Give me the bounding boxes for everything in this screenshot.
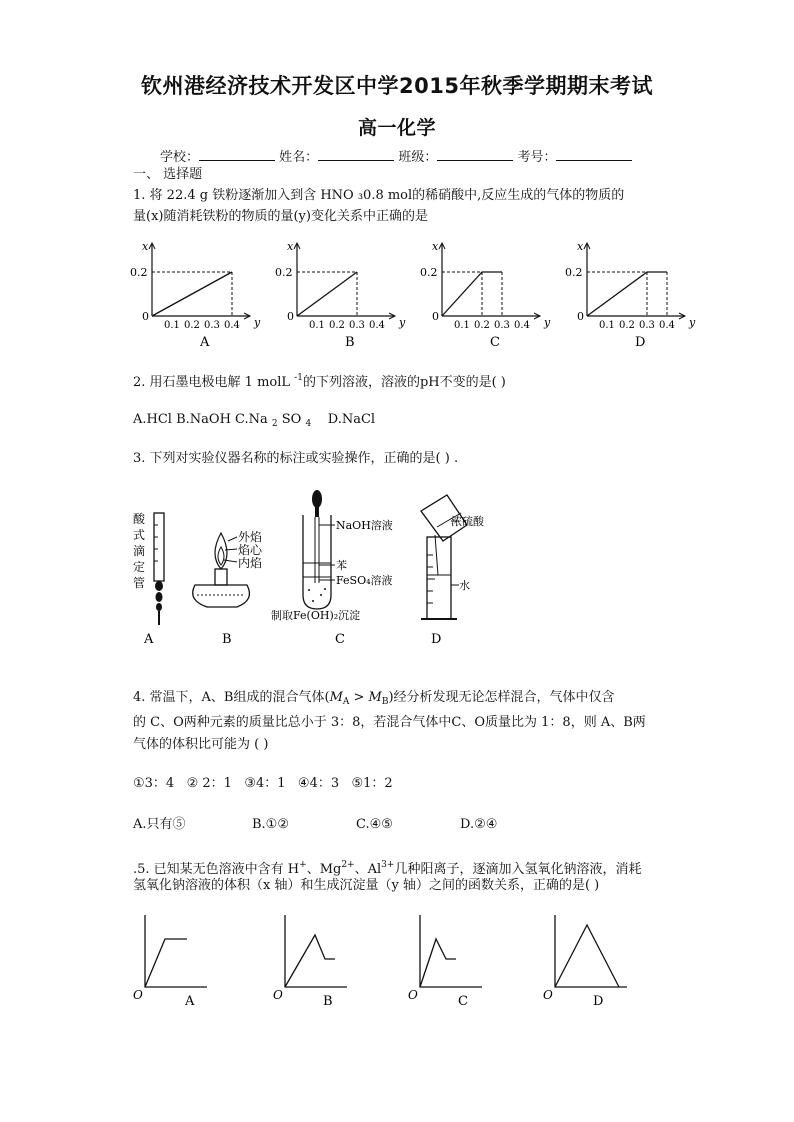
q1-a-ytick: 0.2 — [130, 266, 148, 279]
school-field[interactable] — [199, 146, 275, 161]
q1-c-option-label: C — [490, 335, 500, 350]
q1-b-series-line — [297, 272, 357, 316]
q1-d-xtick: 0.1 — [599, 320, 615, 331]
q1-c-xtick: 0.2 — [474, 320, 490, 331]
q5-label-a: A — [185, 994, 195, 1009]
q1-b-option-label: B — [345, 335, 355, 350]
q4-ma: M — [329, 690, 343, 705]
tube-caption: 制取Fe(OH)₂沉淀 — [271, 609, 361, 622]
section-heading: 一、 选择题 — [133, 167, 203, 182]
lamp-label-core: 焰心 — [238, 543, 263, 557]
q3-label-d: D — [431, 632, 442, 647]
lamp-label-outer: 外焰 — [238, 530, 263, 544]
q5-origin-a: O — [133, 988, 143, 1002]
tube-label-naoh: NaOH溶液 — [336, 519, 393, 532]
id-field[interactable] — [556, 146, 632, 161]
exam-subject: 高一化学 — [357, 117, 436, 139]
q4-option-b: B.①② — [252, 817, 289, 832]
q2-text-a: 2. 用石墨电极电解 1 molL — [133, 375, 295, 390]
q2-options-b: SO — [281, 412, 306, 427]
q2-sub2: 4 — [305, 419, 312, 429]
q4-mb-sub: B — [381, 697, 389, 707]
q5-sup-al: 3+ — [381, 860, 395, 870]
q5-line2: 氢氧化钠溶液的体积（x 轴）和生成沉淀量（y 轴）之间的函数关系，正确的是( ) — [133, 878, 600, 893]
test-tube-drawing — [303, 490, 335, 609]
q1-b-xlabel: y — [399, 316, 406, 329]
name-field[interactable] — [318, 146, 394, 161]
q5-origin-c: O — [408, 988, 418, 1002]
q1-c-series-line — [442, 272, 502, 316]
q5-graph-c — [408, 915, 482, 1009]
q5-origin-d: O — [543, 988, 553, 1002]
q1-c-ylabel: x — [432, 240, 439, 253]
q1-a-option-label: A — [200, 335, 210, 350]
q5-graph-a — [133, 915, 207, 1009]
q4-ma-sub: A — [342, 697, 350, 707]
buret-drawing — [154, 513, 164, 625]
q5-label-b: B — [323, 994, 333, 1009]
q5-line1-c: 、Al — [354, 862, 382, 877]
q1-line1: 1. 将 22.4 g 铁粉逐渐加入到含 HNO ₃0.8 mol的稀硝酸中,反应生成的气体的物质的 — [133, 188, 625, 203]
q1-c-ytick: 0.2 — [420, 266, 438, 279]
q2-sub1: 2 — [271, 419, 278, 429]
q4-line1-a: 4. 常温下，A、B组成的混合气体( — [133, 690, 330, 705]
q1-c-xtick: 0.3 — [494, 320, 510, 331]
q1-b-xtick: 0.1 — [309, 320, 325, 331]
q5-graph-b — [273, 915, 347, 1009]
q5-graphs — [125, 915, 645, 1015]
q4-line3: 气体的体积比可能为 ( ) — [133, 737, 269, 752]
q1-b-ytick: 0.2 — [275, 266, 293, 279]
q2-options-c: D.NaCl — [311, 412, 376, 427]
q5-sup-mg: 2+ — [341, 860, 355, 870]
q5-line1-a: .5. 已知某无色溶液中含有 H — [133, 862, 300, 877]
q4-line2: 的 C、O两种元素的质量比总小于 3：8，若混合气体中C、O质量比为 1：8，则 A、B两 — [133, 715, 646, 730]
exam-title: 钦州港经济技术开发区中学2015年秋季学期期末考试 — [141, 74, 653, 98]
q1-a-ylabel: x — [142, 240, 149, 253]
q1-c-xlabel: y — [544, 316, 551, 329]
q5-label-d: D — [593, 994, 604, 1009]
q5-line1-d: 几种阳离子，逐滴加入氢氧化钠溶液，消耗 — [394, 862, 642, 877]
q1-a-xlabel: y — [254, 316, 261, 329]
q5-line1-b: 、Mg — [306, 862, 342, 877]
buret-label-3: 滴 — [133, 544, 146, 558]
q1-d-xtick: 0.3 — [639, 320, 655, 331]
buret-label-1: 酸 — [133, 512, 146, 526]
tube-label-feso4: FeSO₄溶液 — [336, 574, 393, 587]
q3-label-a: A — [144, 632, 154, 647]
q4-line1 — [133, 688, 615, 712]
q4-gt: > — [349, 690, 369, 705]
q4-choices: ①3：4 ② 2：1 ③4：1 ④4：3 ⑤1：2 — [133, 776, 393, 791]
q2-text-b: 的下列溶液，溶液的pH不变的是( ) — [302, 375, 506, 390]
q3-apparatus — [125, 485, 525, 655]
q1-a-origin: 0 — [142, 310, 149, 323]
id-label: 考号： — [517, 150, 557, 165]
q2-options — [133, 410, 375, 434]
q5-label-c: C — [458, 994, 468, 1009]
q4-option-d: D.②④ — [460, 817, 498, 832]
q1-a-series-line — [152, 272, 232, 316]
q4-option-c: C.④⑤ — [356, 817, 393, 832]
q2-options-a: A.HCl B.NaOH C.Na — [133, 412, 272, 427]
q1-d-ylabel: x — [577, 240, 584, 253]
q1-b-ylabel: x — [287, 240, 294, 253]
cylinder-label-water: 水 — [459, 579, 470, 592]
q1-b-origin: 0 — [287, 310, 294, 323]
class-label: 班级： — [398, 150, 438, 165]
buret-label-4: 定 — [133, 560, 146, 574]
q3-label-c: C — [335, 632, 345, 647]
q1-d-ytick: 0.2 — [565, 266, 583, 279]
buret-label-2: 式 — [133, 528, 146, 542]
q1-graphs — [130, 240, 710, 350]
tube-label-benzene: 苯 — [336, 559, 347, 572]
q1-b-xtick: 0.2 — [329, 320, 345, 331]
student-info-row — [160, 146, 632, 168]
q1-d-series-line — [587, 272, 667, 316]
q2-question — [133, 368, 506, 393]
q1-d-xlabel: y — [689, 316, 696, 329]
q1-b-xtick: 0.4 — [369, 320, 385, 331]
q1-c-xtick: 0.4 — [514, 320, 530, 331]
name-label: 姓名： — [279, 150, 319, 165]
cylinder-label-acid: 浓硫酸 — [451, 515, 484, 528]
school-label: 学校： — [160, 150, 200, 165]
q5-graph-d — [543, 915, 627, 1009]
cylinder-drawing — [421, 495, 467, 619]
q3-label-b: B — [222, 632, 232, 647]
q3-question: 3. 下列对实验仪器名称的标注或实验操作，正确的是( ) . — [133, 451, 459, 466]
q1-d-origin: 0 — [577, 310, 584, 323]
q5-origin-b: O — [273, 988, 283, 1002]
q1-d-xtick: 0.2 — [619, 320, 635, 331]
q1-b-xtick: 0.3 — [349, 320, 365, 331]
q1-d-xtick: 0.4 — [659, 320, 675, 331]
q1-line2: 量(x)随消耗铁粉的物质的量(y)变化关系中正确的是 — [133, 209, 428, 224]
q2-sup: -1 — [294, 373, 303, 383]
q1-d-option-label: D — [635, 335, 646, 350]
q4-mb: M — [368, 690, 382, 705]
q1-c-xtick: 0.1 — [454, 320, 470, 331]
class-field[interactable] — [437, 146, 513, 161]
q4-line1-b: )经分析发现无论怎样混合，气体中仅含 — [388, 690, 615, 705]
q1-a-xtick: 0.3 — [204, 320, 220, 331]
buret-label-5: 管 — [133, 576, 146, 590]
q1-c-origin: 0 — [432, 310, 439, 323]
q5-sup-h: + — [299, 860, 307, 870]
q4-option-a: A.只有⑤ — [133, 817, 186, 832]
q1-a-xtick: 0.1 — [164, 320, 180, 331]
q1-a-xtick: 0.2 — [184, 320, 200, 331]
lamp-label-inner: 内焰 — [238, 556, 263, 570]
q1-a-xtick: 0.4 — [224, 320, 240, 331]
